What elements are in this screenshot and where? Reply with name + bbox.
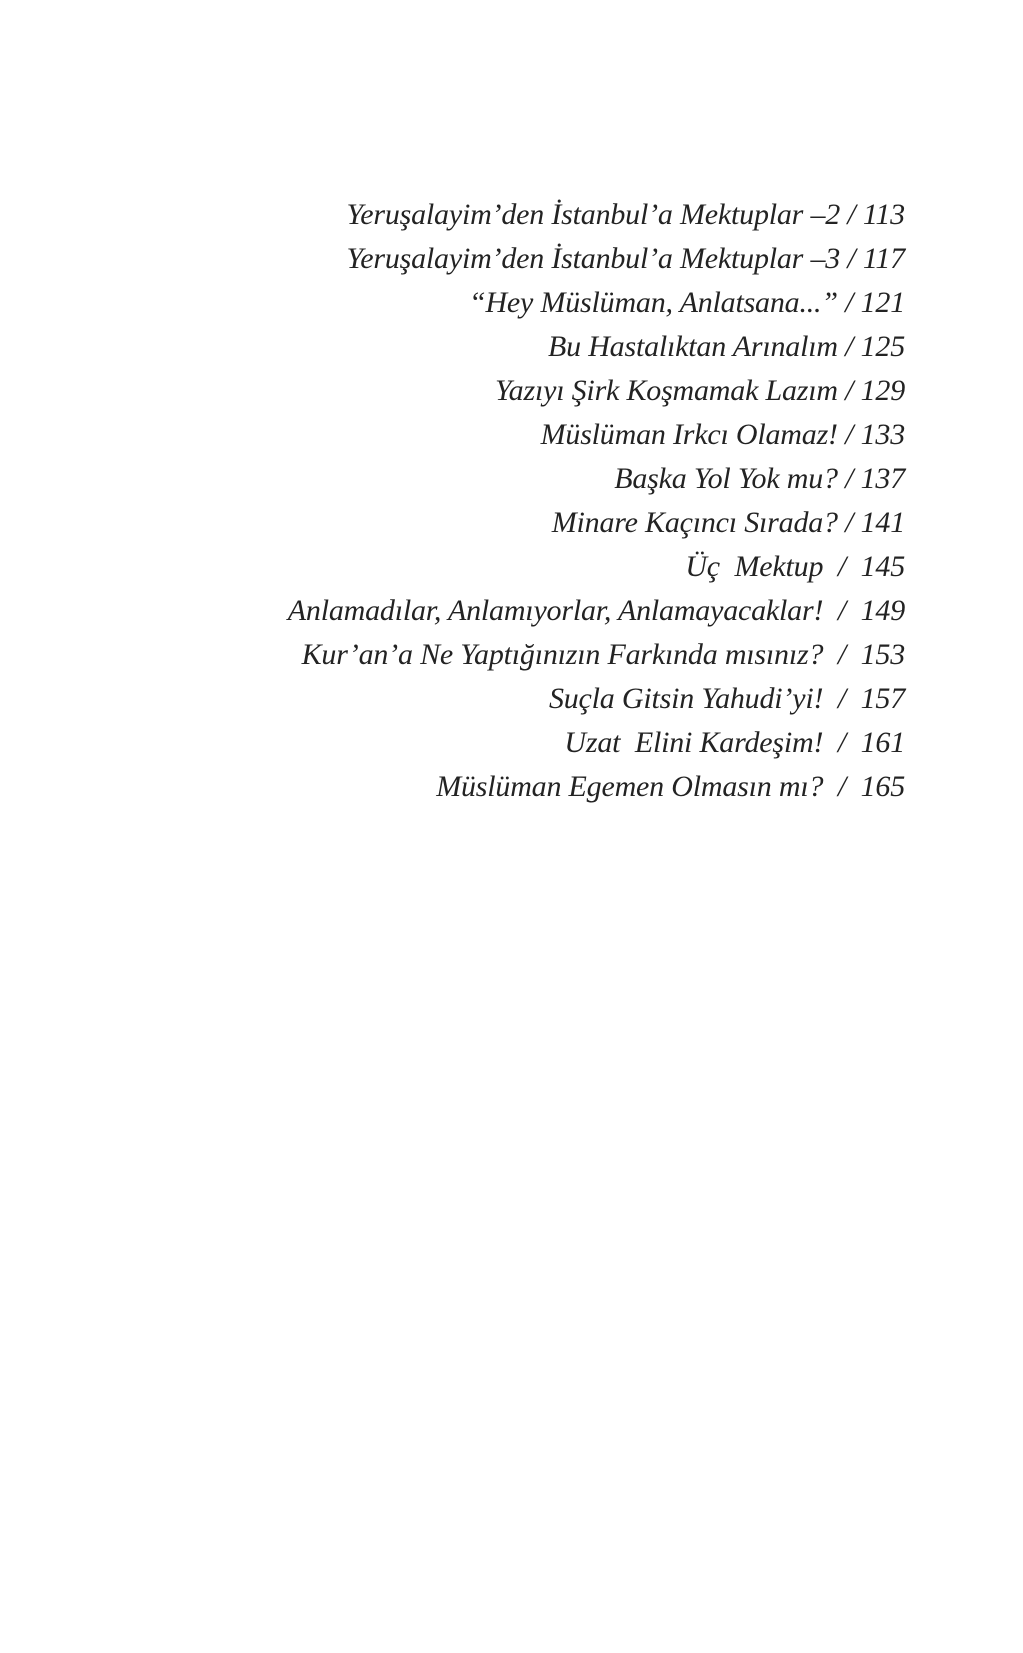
toc-entry bbox=[0, 721, 905, 765]
page-number: 113 bbox=[862, 198, 905, 231]
separator: / bbox=[823, 770, 861, 803]
separator: / bbox=[823, 550, 861, 583]
toc-entry bbox=[0, 281, 905, 325]
chapter-title: Uzat Elini Kardeşim! bbox=[564, 726, 824, 759]
separator: / bbox=[840, 198, 863, 231]
toc-entry bbox=[0, 765, 905, 809]
chapter-title: Müslüman Egemen Olmasın mı? bbox=[436, 770, 824, 803]
toc-entry bbox=[0, 501, 905, 545]
separator: / bbox=[837, 506, 861, 539]
chapter-title: Anlamadılar, Anlamıyorlar, Anlamayacaklar! bbox=[287, 594, 824, 627]
toc-entry bbox=[0, 369, 905, 413]
chapter-title: Bu Hastalıktan Arınalım bbox=[547, 330, 838, 363]
page-number: 157 bbox=[860, 682, 905, 715]
chapter-title: Minare Kaçıncı Sırada? bbox=[551, 506, 838, 539]
page-number: 153 bbox=[860, 638, 905, 671]
separator: / bbox=[837, 418, 861, 451]
toc-list bbox=[0, 193, 905, 809]
toc-entry bbox=[0, 237, 905, 281]
toc-entry bbox=[0, 457, 905, 501]
toc-entry bbox=[0, 589, 905, 633]
separator: / bbox=[837, 462, 861, 495]
page-number: 149 bbox=[860, 594, 905, 627]
page-number: 165 bbox=[860, 770, 905, 803]
separator: / bbox=[823, 638, 861, 671]
separator: / bbox=[840, 242, 863, 275]
chapter-title: Yeruşalayim’den İstanbul’a Mektuplar –3 bbox=[346, 242, 841, 275]
separator: / bbox=[837, 330, 861, 363]
toc-entry bbox=[0, 413, 905, 457]
chapter-title: Başka Yol Yok mu? bbox=[614, 462, 838, 495]
separator: / bbox=[837, 374, 861, 407]
chapter-title: Müslüman Irkcı Olamaz! bbox=[540, 418, 838, 451]
toc-entry bbox=[0, 193, 905, 237]
separator: / bbox=[837, 286, 861, 319]
page-number: 145 bbox=[860, 550, 905, 583]
toc-entry bbox=[0, 325, 905, 369]
page-number: 161 bbox=[860, 726, 905, 759]
chapter-title: Yeruşalayim’den İstanbul’a Mektuplar –2 bbox=[346, 198, 841, 231]
chapter-title: Suçla Gitsin Yahudi’yi! bbox=[548, 682, 824, 715]
chapter-title: Kur’an’a Ne Yaptığınızın Farkında mısınız? bbox=[301, 638, 824, 671]
chapter-title: Üç Mektup bbox=[685, 550, 824, 583]
toc-entry bbox=[0, 545, 905, 589]
chapter-title: “Hey Müslüman, Anlatsana...” bbox=[468, 286, 838, 319]
page-number: 133 bbox=[860, 418, 905, 451]
page-number: 121 bbox=[860, 286, 905, 319]
toc-entry bbox=[0, 633, 905, 677]
page-number: 129 bbox=[860, 374, 905, 407]
page-number: 141 bbox=[860, 506, 905, 539]
separator: / bbox=[823, 594, 861, 627]
page-number: 125 bbox=[860, 330, 905, 363]
separator: / bbox=[823, 726, 861, 759]
separator: / bbox=[823, 682, 861, 715]
toc-entry bbox=[0, 677, 905, 721]
page-number: 137 bbox=[860, 462, 905, 495]
chapter-title: Yazıyı Şirk Koşmamak Lazım bbox=[494, 374, 838, 407]
page-number: 117 bbox=[862, 242, 905, 275]
